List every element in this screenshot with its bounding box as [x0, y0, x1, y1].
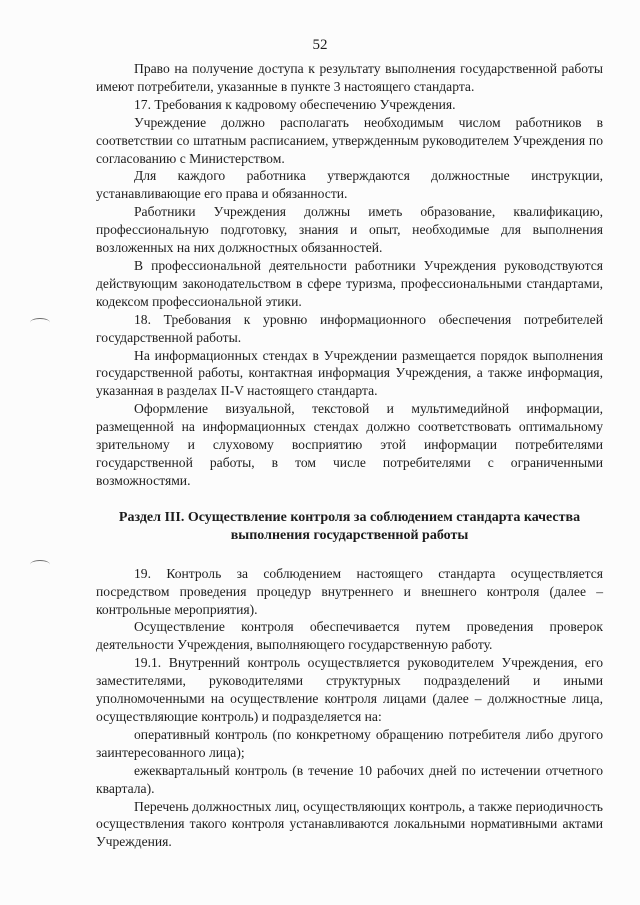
paragraph: 19. Контроль за соблюдением настоящего стандарта осуществляется посредством проведения процедур внутреннего и внешнего контроля (далее – контрольные мероприятия).	[96, 565, 603, 617]
paragraph: Оформление визуальной, текстовой и мультимедийной информации, размещенной на информационных стендах должно соответствовать оптимальному зрительному и слуховому восприятию этой информации потребителями государственной работы, в том числе потребителями с ограниченными возможностями.	[96, 401, 603, 488]
paragraph: ежеквартальный контроль (в течение 10 рабочих дней по истечении отчетного квартала).	[96, 762, 603, 796]
page-number: 52	[312, 37, 328, 53]
margin-scan-mark	[30, 560, 50, 569]
paragraph: 18. Требования к уровню информационного обеспечения потребителей государственной работы.	[96, 311, 603, 345]
paragraph: На информационных стендах в Учреждении размещается порядок выполнения государственной работы, контактная информация Учреждения, а также информация, указанная в разделах II-V настоящего стандарта.	[96, 347, 603, 399]
document-body	[96, 60, 603, 851]
paragraph: оперативный контроль (по конкретному обращению потребителя либо другого заинтересованного лица);	[96, 726, 603, 760]
paragraph: 17. Требования к кадровому обеспечению Учреждения.	[134, 96, 456, 112]
margin-scan-mark	[30, 318, 50, 327]
paragraph: В профессиональной деятельности работники Учреждения руководствуются действующим законодательством в сфере туризма, профессиональными стандартами, кодексом профессиональной этики.	[96, 257, 603, 309]
paragraph: Работники Учреждения должны иметь образование, квалификацию, профессиональную подготовку, знания и опыт, необходимые для выполнения возложенных на них должностных обязанностей.	[96, 204, 603, 256]
paragraph: Право на получение доступа к результату выполнения государственной работы имеют потребители, указанные в пункте 3 настоящего стандарта.	[96, 61, 603, 94]
section-heading: Раздел III. Осуществление контроля за соблюдением стандарта качества выполнения государственной работы	[118, 509, 581, 543]
paragraph: Перечень должностных лиц, осуществляющих контроль, а также периодичность осуществления такого контроля устанавливаются локальными нормативными актами Учреждения.	[96, 798, 603, 850]
paragraph: Осуществление контроля обеспечивается путем проведения проверок деятельности Учреждения, выполняющего государственную работу.	[96, 619, 603, 653]
paragraph: 19.1. Внутренний контроль осуществляется руководителем Учреждения, его заместителями, руководителями структурных подразделений и иными уполномоченными на осуществление контроля лицами (далее – должностные лица, осуществляющие контроль) и подразделяется на:	[96, 655, 603, 724]
paragraph: Учреждение должно располагать необходимым числом работников в соответствии со штатным расписанием, утвержденным руководителем Учреждения по согласованию с Министерством.	[96, 114, 603, 166]
paragraph: Для каждого работника утверждаются должностные инструкции, устанавливающие его права и обязанности.	[96, 168, 603, 202]
